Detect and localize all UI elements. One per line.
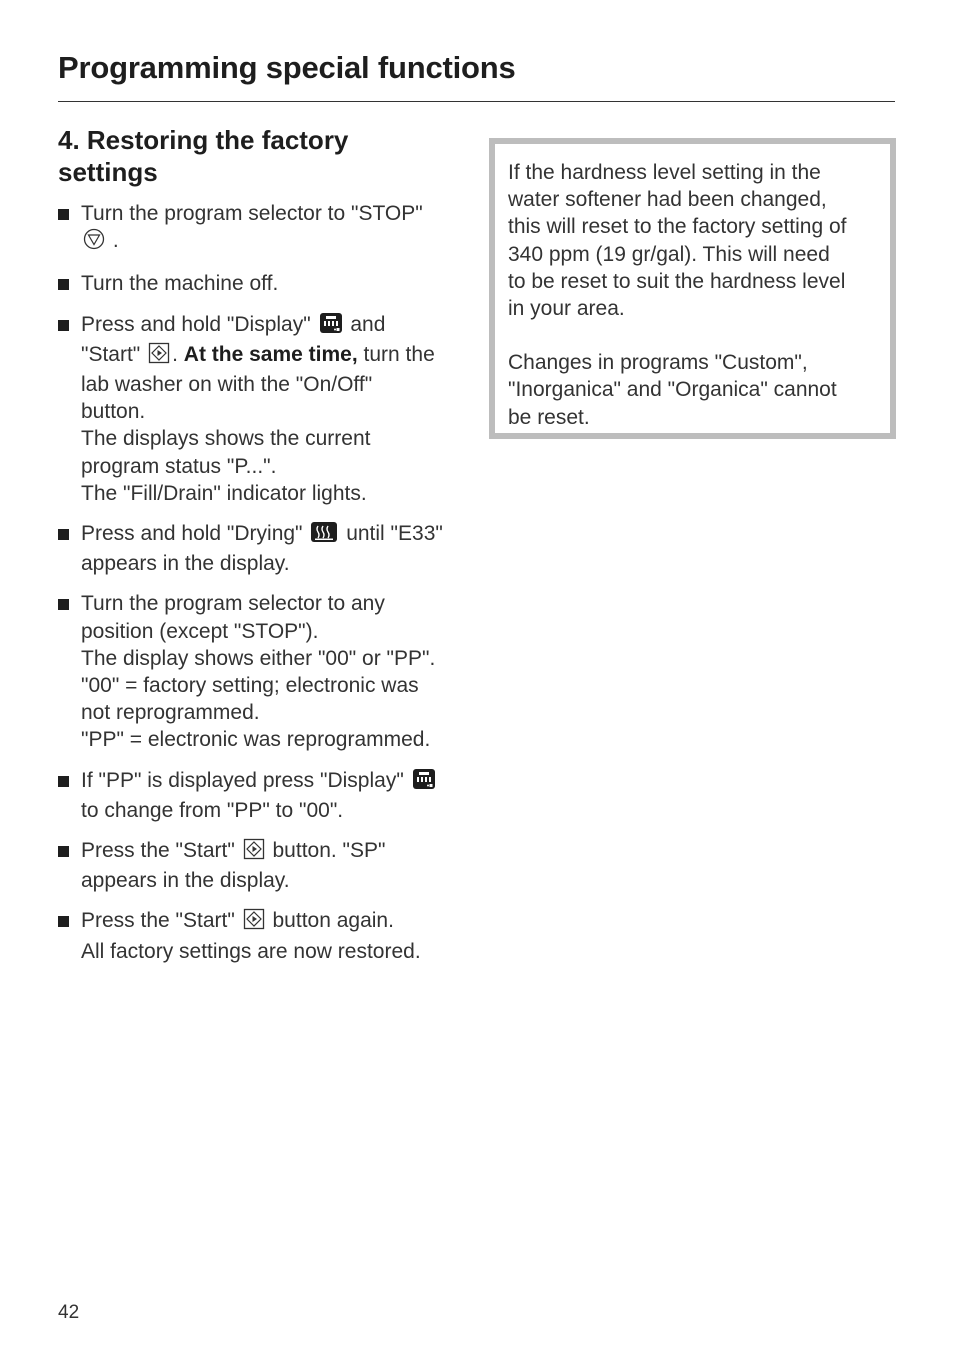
note-line: "Inorganica" and "Organica" cannot [508,378,837,402]
step-text: The displays shows the current [81,427,371,451]
step-text: turn the [363,342,435,366]
list-item [58,200,468,257]
bullet-icon [58,529,69,540]
step-text: button. [81,400,146,424]
instructions-column [58,124,468,978]
list-item [58,767,468,824]
note-line: 340 ppm (19 gr/gal). This will need [508,242,830,266]
section-heading: 4. Restoring the factory settings [58,125,349,187]
display-button-icon [319,312,343,341]
note-line: If the hardness level setting in the [508,161,821,184]
step-text: Turn the program selector to any [81,592,385,616]
note-box [489,138,896,439]
step-text: until "E33" [346,522,443,546]
bullet-icon [58,846,69,857]
step-text: program status "P...". [81,454,277,478]
note-line: to be reset to suit the hardness level [508,269,846,293]
note-line: in your area. [508,297,625,321]
page-number: 42 [58,1302,80,1323]
stop-icon [83,228,105,257]
title-divider [58,101,895,102]
step-text: and [350,312,386,336]
step-text: Press the "Start" [81,909,235,933]
note-line: water softener had been changed, [508,188,827,212]
step-text: Press the "Start" [81,839,235,863]
step-text: All factory settings are now restored. [81,939,421,963]
emphasis-text: At the same time, [183,342,358,366]
step-text: appears in the display. [81,552,290,576]
step-text: The "Fill/Drain" indicator lights. [81,481,367,505]
list-item [58,270,468,297]
step-text: . [112,229,119,253]
note-line: be reset. [508,405,590,429]
page-title: Programming special functions [58,50,516,85]
step-text: The display shows either "00" or "PP". [81,646,436,670]
list-item [58,907,468,964]
step-text: "Start" [81,342,141,366]
note-paragraph [508,159,880,322]
step-text: not reprogrammed. [81,701,260,725]
drying-icon [310,521,338,550]
step-text: Turn the machine off. [81,272,279,296]
step-text: "PP" = electronic was reprogrammed. [81,728,431,752]
bullet-icon [58,916,69,927]
display-button-icon [412,768,436,797]
step-text: Press and hold "Display" [81,312,311,336]
bullet-icon [58,320,69,331]
step-text: to change from "PP" to "00". [81,798,344,822]
step-text: "00" = factory setting; electronic was [81,674,419,698]
list-item [58,590,468,753]
step-text: If "PP" is displayed press "Display" [81,768,404,792]
note-line: this will reset to the factory setting of [508,215,847,239]
start-button-icon [243,908,265,937]
start-button-icon [148,342,170,371]
bullet-icon [58,209,69,220]
step-text: Turn the program selector to "STOP" [81,202,423,225]
step-text: Press and hold "Drying" [81,522,303,546]
step-text: appears in the display. [81,869,290,893]
step-text: lab washer on with the "On/Off" [81,373,373,397]
bullet-icon [58,279,69,290]
step-text: button. "SP" [272,839,386,863]
step-text: . [172,342,178,366]
list-item [58,311,468,507]
bullet-icon [58,599,69,610]
bullet-icon [58,776,69,787]
list-item [58,520,468,577]
note-paragraph [508,349,880,431]
list-item [58,837,468,894]
steps-list [58,200,468,965]
start-button-icon [243,838,265,867]
step-text: button again. [272,909,394,933]
note-line: Changes in programs "Custom", [508,351,808,375]
step-text: position (except "STOP"). [81,619,319,643]
